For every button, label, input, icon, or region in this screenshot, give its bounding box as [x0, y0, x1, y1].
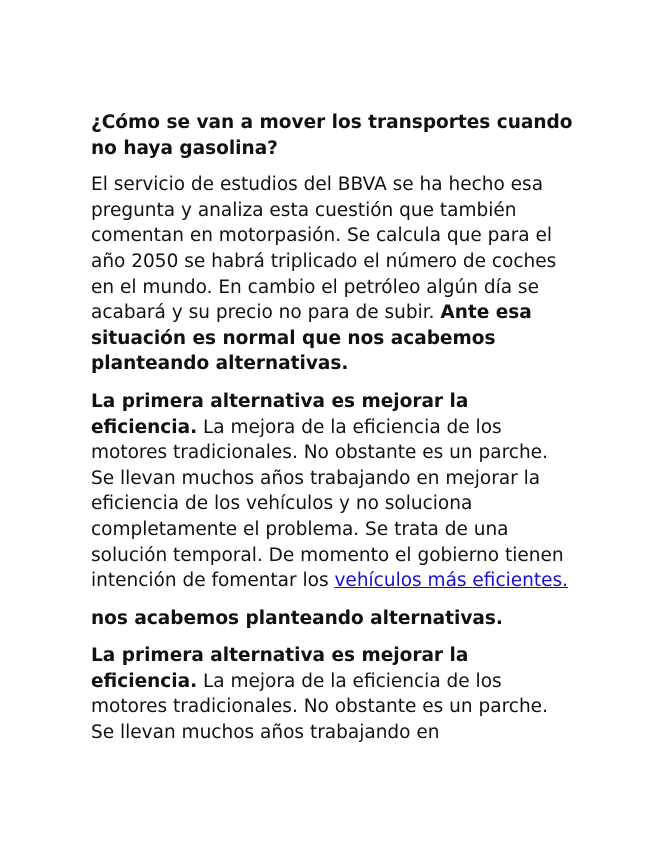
paragraph-1-bold: Ante esa situación es normal que nos acabemos planteando alternativas. — [91, 302, 532, 375]
paragraph-1 — [91, 172, 575, 377]
paragraph-2-text: La mejora de la eficiencia de los motores tradicionales. No obstante es un parche. Se llevan muchos años trabajando en mejorar la eficiencia de los vehículos y no soluciona completamente el problema. Se trata de una solución temporal. De momento el gobierno tienen intención de fomentar los — [91, 416, 564, 592]
paragraph-3 — [91, 643, 575, 745]
paragraph-3-bold: La primera alternativa es mejorar la eficiencia. — [91, 645, 469, 692]
article-title: ¿Cómo se van a mover los transportes cuando no haya gasolina? — [91, 112, 573, 159]
paragraph-2-bold: La primera alternativa es mejorar la eficiencia. — [91, 390, 469, 438]
repeated-bold-line: nos acabemos planteando alternativas. — [91, 607, 503, 629]
paragraph-1-text: El servicio de estudios del BBVA se ha hecho esa pregunta y analiza esta cuestión que también comentan en motorpasión. Se calcula que para el año 2050 se habrá triplicado el número de coches en el mundo. En cambio el petróleo algún día se acabará y su precio no para de subir. — [91, 174, 557, 324]
paragraph-2 — [91, 389, 575, 594]
efficient-vehicles-link[interactable]: vehículos más eficientes. — [334, 570, 569, 592]
paragraph-3-text: La mejora de la eficiencia de los motores tradicionales. No obstante es un parche. Se llevan muchos años trabajando en — [91, 670, 548, 744]
